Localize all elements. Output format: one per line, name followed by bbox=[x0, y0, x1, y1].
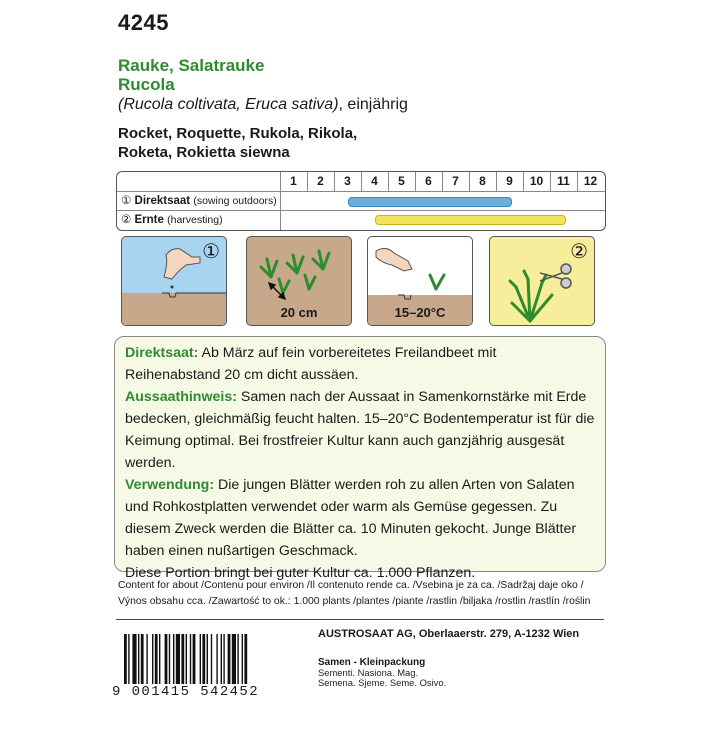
barcode-bar bbox=[232, 634, 236, 684]
barcode-bar bbox=[138, 634, 139, 684]
annual-label: , einjährig bbox=[338, 96, 408, 113]
calendar-month-2: 2 bbox=[317, 174, 324, 188]
harvest-sublabel: (harvesting) bbox=[167, 214, 223, 226]
row-spacing-label: 20 cm bbox=[280, 305, 318, 320]
latin-name-line bbox=[118, 96, 408, 114]
company-address: AUSTROSAAT AG, Oberlaaerstr. 279, A-1232 Wien bbox=[318, 628, 580, 640]
barcode-bar bbox=[207, 634, 208, 684]
calendar-divider bbox=[334, 172, 335, 191]
calendar-row-harvest bbox=[121, 212, 223, 226]
content-info-line-2: Výnos obsahu cca. /Zawartość to ok.: 1.000 plants /plantes /piante /rastlin /biljaka /rostlin /rastlín /roślin bbox=[118, 596, 591, 607]
other-names-line-2: Roketa, Rokietta siewna bbox=[118, 144, 290, 161]
calendar-month-5: 5 bbox=[398, 174, 405, 188]
barcode-bar bbox=[242, 634, 243, 684]
barcode-bar bbox=[173, 634, 174, 684]
calendar-divider bbox=[523, 172, 524, 191]
calendar-month-9: 9 bbox=[506, 174, 513, 188]
calendar-month-7: 7 bbox=[452, 174, 459, 188]
direktsaat-paragraph bbox=[125, 342, 595, 386]
panel-sowing bbox=[121, 236, 227, 326]
calendar-divider bbox=[442, 172, 443, 191]
calendar-divider bbox=[388, 172, 389, 191]
product-name-italian: Rucola bbox=[118, 75, 175, 94]
verwendung-keyword: Verwendung: bbox=[125, 477, 215, 493]
sowing-calendar bbox=[116, 171, 606, 231]
harvest-period-bar bbox=[375, 215, 566, 225]
aussaat-keyword: Aussaathinweis: bbox=[125, 389, 237, 405]
calendar-divider bbox=[550, 172, 551, 191]
package-type-translations bbox=[318, 668, 446, 688]
calendar-divider bbox=[117, 210, 605, 211]
calendar-month-4: 4 bbox=[371, 174, 378, 188]
barcode-bar bbox=[132, 634, 136, 684]
calendar-month-11: 11 bbox=[557, 174, 570, 188]
other-names-line-1: Rocket, Roquette, Rukola, Rikola, bbox=[118, 125, 358, 142]
barcode-bar bbox=[176, 634, 180, 684]
cultivation-text-box bbox=[114, 336, 606, 581]
barcode-bar bbox=[124, 634, 127, 684]
product-name-german: Rauke, Salatrauke bbox=[118, 56, 265, 75]
content-info-line-1: Content for about /Contenu pour environ /Il contenuto rende ca. /Vsebina je za ca. /Sadržaj daje oko / bbox=[118, 580, 584, 591]
barcode-bar bbox=[159, 634, 160, 684]
sowing-label: Direktsaat bbox=[134, 195, 191, 207]
translations-line-1: Sementi. Nasiona. Mag. bbox=[318, 667, 419, 678]
barcode-bar bbox=[165, 634, 168, 684]
aussaat-paragraph bbox=[125, 386, 595, 474]
calendar-month-3: 3 bbox=[344, 174, 351, 188]
sowing-sublabel: (sowing outdoors) bbox=[193, 195, 277, 207]
calendar-row-sowing bbox=[121, 193, 277, 207]
calendar-divider bbox=[415, 172, 416, 191]
step-2-marker: ② bbox=[570, 241, 588, 263]
calendar-month-1: 1 bbox=[290, 174, 297, 188]
barcode-bar bbox=[146, 634, 147, 684]
barcode-bar bbox=[152, 634, 153, 684]
barcode-bar bbox=[155, 634, 158, 684]
divider bbox=[116, 619, 604, 620]
panel-temperature bbox=[367, 236, 473, 326]
panel-row-spacing bbox=[246, 236, 352, 326]
aussaat-text: Samen nach der Aussaat in Samenkornstärke mit Erde bedecken, gleichmäßig feucht halten. 15–20°C Bodentemperatur ist für die Keimung optimal. Bei frostfreier Kultur kann auch ganzjährig ausgesät werden. bbox=[125, 389, 595, 471]
article-number: 4245 bbox=[118, 10, 169, 35]
barcode-bar bbox=[193, 634, 196, 684]
calendar-divider bbox=[361, 172, 362, 191]
direktsaat-keyword: Direktsaat: bbox=[125, 345, 199, 361]
harvest-label: Ernte bbox=[134, 214, 164, 226]
barcode-bar bbox=[211, 634, 212, 684]
verwendung-paragraph bbox=[125, 474, 595, 562]
calendar-divider bbox=[577, 172, 578, 191]
latin-name: (Rucola coltivata, Eruca sativa) bbox=[118, 96, 339, 113]
barcode-bar bbox=[202, 634, 205, 684]
calendar-month-6: 6 bbox=[425, 174, 432, 188]
barcode-digits: 9 001415 542452 bbox=[112, 684, 260, 700]
temperature-label: 15–20°C bbox=[394, 305, 446, 320]
barcode-bar bbox=[200, 634, 201, 684]
sowing-period-bar bbox=[348, 197, 512, 207]
step-2-marker: ② bbox=[121, 214, 132, 226]
barcode-bar bbox=[216, 634, 217, 684]
barcode-bar bbox=[221, 634, 222, 684]
barcode-bar bbox=[128, 634, 129, 684]
calendar-divider bbox=[307, 172, 308, 191]
barcode-bar bbox=[169, 634, 170, 684]
calendar-month-12: 12 bbox=[583, 174, 598, 188]
calendar-divider bbox=[117, 191, 605, 192]
direktsaat-text: Ab März auf fein vorbereitetes Freilandbeet mit Reihenabstand 20 cm dicht aussäen. bbox=[125, 345, 497, 383]
portion-paragraph: Diese Portion bringt bei guter Kultur ca. 1.000 Pflanzen. bbox=[125, 565, 476, 581]
calendar-month-10: 10 bbox=[529, 174, 544, 188]
barcode-bar bbox=[223, 634, 224, 684]
barcode-bar bbox=[141, 634, 144, 684]
calendar-divider bbox=[469, 172, 470, 191]
barcode-bar bbox=[186, 634, 187, 684]
translations-line-2: Semena. Sjeme. Seme. Osivo. bbox=[318, 677, 447, 688]
barcode-bar bbox=[190, 634, 191, 684]
step-1-marker: ① bbox=[121, 195, 132, 207]
panel-harvest bbox=[489, 236, 595, 326]
calendar-month-8: 8 bbox=[479, 174, 486, 188]
barcode-bar bbox=[228, 634, 231, 684]
barcode-bar bbox=[244, 634, 247, 684]
calendar-divider bbox=[496, 172, 497, 191]
barcode-bar bbox=[237, 634, 238, 684]
verwendung-text: Die jungen Blätter werden roh zu allen Arten von Salaten und Rohkostplatten verwendet oder warm als Gemüse gegessen. Zu diesem Zweck werden die Blätter ca. 10 Minuten gekocht. Junge Blätter haben einen nußartigen Geschmack. bbox=[125, 477, 577, 559]
step-1-marker: ① bbox=[202, 241, 220, 263]
barcode-bar bbox=[181, 634, 184, 684]
package-type: Samen - Kleinpackung bbox=[318, 657, 426, 668]
